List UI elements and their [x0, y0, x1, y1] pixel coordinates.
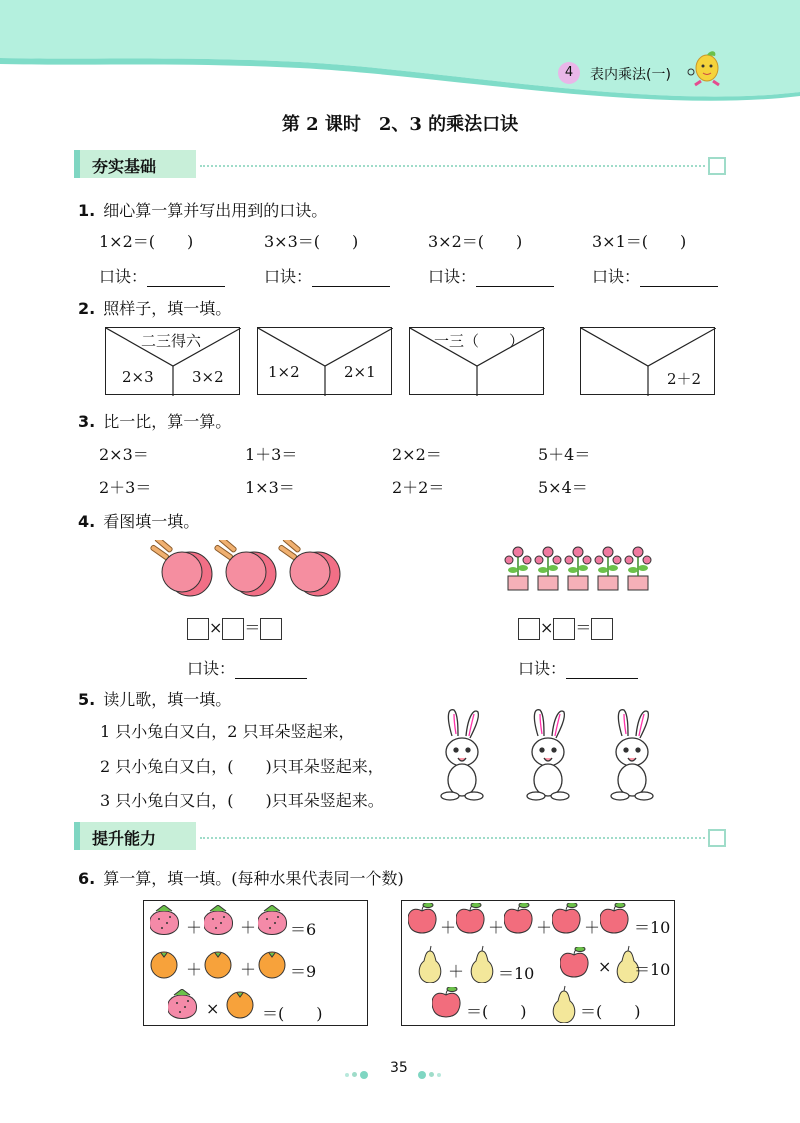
- q4-equation-left: × ＝: [187, 615, 282, 640]
- answer-box[interactable]: [187, 618, 209, 640]
- apple-icon: [504, 903, 536, 937]
- plus-sign: ＋: [186, 960, 203, 979]
- answer-box[interactable]: [222, 618, 244, 640]
- q3-item: 2×2＝: [392, 445, 442, 464]
- plus-sign: ＋: [448, 962, 465, 981]
- mascot-icon: [683, 48, 731, 88]
- answer-box[interactable]: [518, 618, 540, 640]
- q6-left-result-3[interactable]: ＝( ): [262, 1004, 323, 1023]
- envelope-left: 1×2: [268, 363, 300, 381]
- q6-right-result-2b: ＝10: [634, 960, 671, 979]
- answer-blank[interactable]: [640, 270, 718, 287]
- orange-icon: [258, 949, 288, 981]
- q1-item-1: 1×2＝( ): [99, 232, 194, 251]
- plus-sign: ＋: [240, 918, 257, 937]
- q3-item: 1＋3＝: [245, 445, 298, 464]
- footer-dots-right: [418, 1064, 441, 1083]
- envelope-top: 二三得六: [141, 332, 202, 350]
- apple-icon: [408, 903, 440, 937]
- q6-right-result-1: ＝10: [634, 918, 671, 937]
- q4-rhyme-right: 口诀：: [518, 656, 638, 679]
- rabbit-icon: [432, 706, 672, 806]
- q1-rhyme-4: 口诀：: [592, 264, 718, 287]
- fruit-puzzle-right: [401, 900, 675, 1026]
- apple-icon: [552, 903, 584, 937]
- section-title-basic: 夯实基础: [92, 157, 157, 176]
- pear-icon: [416, 945, 444, 983]
- envelope-left: 2×3: [122, 368, 154, 386]
- envelope-3: [409, 327, 544, 395]
- q1-rhyme-1: 口诀：: [99, 264, 225, 287]
- envelope-right: 2＋2: [667, 370, 702, 388]
- q1-rhyme-2: 口诀：: [264, 264, 390, 287]
- apple-icon: [432, 987, 464, 1021]
- plus-sign: ＋: [584, 918, 601, 937]
- q3-item: 5×4＝: [538, 478, 588, 497]
- ping-pong-paddle-icon: [148, 540, 346, 600]
- lesson-title: 第 2 课时 2、3 的乘法口诀: [281, 114, 519, 135]
- plus-sign: ＋: [240, 960, 257, 979]
- q5-line-3: 3 只小兔白又白，( )只耳朵竖起来。: [100, 791, 384, 810]
- q1-item-4: 3×1＝( ): [592, 232, 687, 251]
- apple-icon: [456, 903, 488, 937]
- strawberry-icon: [258, 905, 288, 939]
- orange-icon: [204, 949, 234, 981]
- q3-item: 2×3＝: [99, 445, 149, 464]
- q6-right-result-2a: ＝10: [498, 964, 535, 983]
- header-wave: [0, 0, 800, 110]
- q5-line-2: 2 只小兔白又白，( )只耳朵竖起来，: [100, 757, 384, 776]
- section-end-box: [708, 157, 726, 175]
- answer-blank[interactable]: [312, 270, 390, 287]
- envelope-top[interactable]: 一三（ ）: [434, 332, 525, 350]
- section-end-box: [708, 829, 726, 847]
- question-4: 4. 看图填一填。: [78, 512, 200, 531]
- answer-box[interactable]: [553, 618, 575, 640]
- plus-sign: ＋: [488, 918, 505, 937]
- q3-item: 5＋4＝: [538, 445, 591, 464]
- times-sign: ×: [206, 999, 220, 1018]
- times-sign: ×: [598, 957, 612, 976]
- q6-right-result-3a[interactable]: ＝( ): [466, 1002, 527, 1021]
- q6-left-result-1: ＝6: [290, 920, 317, 939]
- question-1: 1. 细心算一算并写出用到的口诀。: [78, 201, 328, 220]
- envelope-1: [105, 327, 240, 395]
- q6-right-result-3b[interactable]: ＝( ): [580, 1002, 641, 1021]
- fruit-puzzle-left: [143, 900, 368, 1026]
- pear-icon: [468, 945, 496, 983]
- chapter-badge: 4: [558, 62, 580, 84]
- strawberry-icon: [150, 905, 180, 939]
- q4-rhyme-left: 口诀：: [187, 656, 307, 679]
- answer-box[interactable]: [591, 618, 613, 640]
- envelope-right: 3×2: [192, 368, 224, 386]
- orange-icon: [150, 949, 180, 981]
- page-number: 35: [390, 1060, 408, 1076]
- q3-item: 1×3＝: [245, 478, 295, 497]
- pear-icon: [550, 985, 578, 1023]
- question-6: 6. 算一算，填一填。(每种水果代表同一个数): [78, 869, 404, 888]
- question-5: 5. 读儿歌，填一填。: [78, 690, 232, 709]
- strawberry-icon: [168, 989, 198, 1023]
- apple-icon: [560, 947, 592, 981]
- footer-dots-left: [345, 1064, 368, 1083]
- answer-blank[interactable]: [147, 270, 225, 287]
- q1-rhyme-3: 口诀：: [428, 264, 554, 287]
- strawberry-icon: [204, 905, 234, 939]
- section-divider: [200, 165, 705, 167]
- q3-item: 2＋2＝: [392, 478, 445, 497]
- q6-left-result-2: ＝9: [290, 962, 317, 981]
- plus-sign: ＋: [186, 918, 203, 937]
- answer-blank[interactable]: [235, 662, 307, 679]
- q1-item-3: 3×2＝( ): [428, 232, 523, 251]
- q4-equation-right: × ＝: [518, 615, 613, 640]
- question-3: 3. 比一比，算一算。: [78, 412, 232, 431]
- answer-box[interactable]: [260, 618, 282, 640]
- section-divider: [200, 837, 705, 839]
- answer-blank[interactable]: [566, 662, 638, 679]
- envelope-2: [257, 327, 392, 395]
- flower-pot-icon: [502, 540, 654, 596]
- q5-line-1: 1 只小兔白又白，2 只耳朵竖起来，: [100, 722, 355, 741]
- chapter-title: 表内乘法(一): [590, 67, 671, 83]
- apple-icon: [600, 903, 632, 937]
- section-title-advanced: 提升能力: [92, 829, 157, 848]
- q3-item: 2＋3＝: [99, 478, 152, 497]
- envelope-right: 2×1: [344, 363, 376, 381]
- question-2: 2. 照样子，填一填。: [78, 299, 232, 318]
- plus-sign: ＋: [440, 918, 457, 937]
- envelope-4: [580, 327, 715, 395]
- plus-sign: ＋: [536, 918, 553, 937]
- orange-icon: [226, 989, 256, 1021]
- q1-item-2: 3×3＝( ): [264, 232, 359, 251]
- answer-blank[interactable]: [476, 270, 554, 287]
